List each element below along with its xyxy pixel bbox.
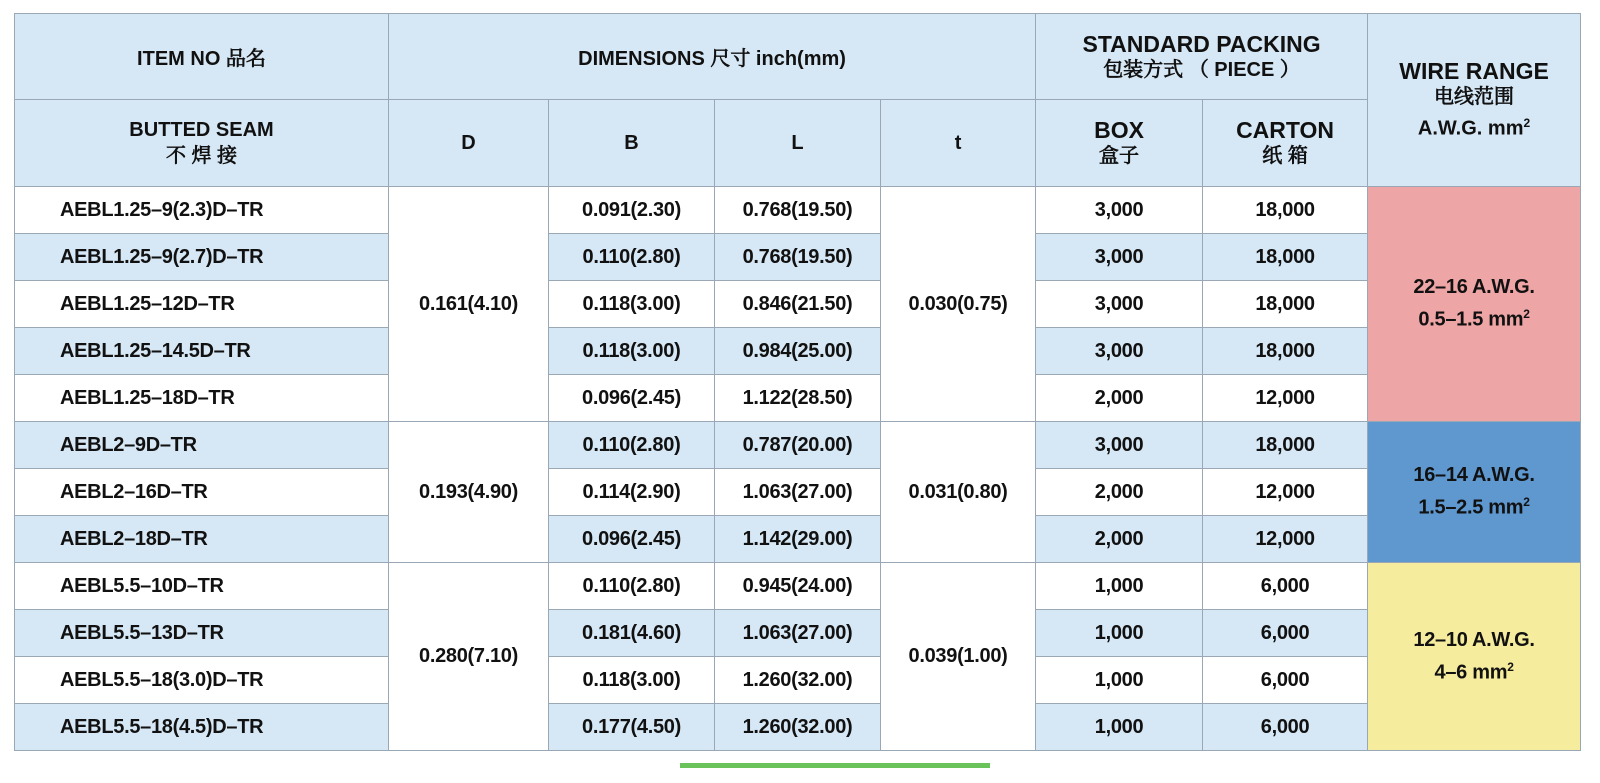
l-dimension-cell: 0.984(25.00) <box>715 328 881 375</box>
item-no-cell: AEBL2–9D–TR <box>15 422 389 469</box>
d-dimension-cell: 0.193(4.90) <box>389 422 549 563</box>
box-qty-cell: 1,000 <box>1036 657 1203 704</box>
item-no-cell: AEBL5.5–18(4.5)D–TR <box>15 704 389 751</box>
header-col-b: B <box>549 100 715 187</box>
header-standard-packing: STANDARD PACKING 包装方式 （ PIECE ） <box>1036 14 1368 100</box>
b-dimension-cell: 0.114(2.90) <box>549 469 715 516</box>
l-dimension-cell: 0.768(19.50) <box>715 187 881 234</box>
carton-qty-cell: 6,000 <box>1203 610 1368 657</box>
wire-range-cell <box>1368 187 1581 422</box>
wire-awg-label: 16–14 A.W.G. <box>1413 464 1535 487</box>
b-dimension-cell: 0.110(2.80) <box>549 563 715 610</box>
l-dimension-cell: 1.260(32.00) <box>715 657 881 704</box>
box-qty-cell: 1,000 <box>1036 704 1203 751</box>
header-col-t: t <box>881 100 1036 187</box>
box-qty-cell: 2,000 <box>1036 375 1203 422</box>
table-row <box>15 281 1581 328</box>
carton-qty-cell: 18,000 <box>1203 281 1368 328</box>
table-row <box>15 187 1581 234</box>
wire-mm-label: 0.5–1.5 $mm^2$ <box>1418 307 1530 331</box>
wire-awg-label: 22–16 A.W.G. <box>1413 276 1535 299</box>
item-no-cell: AEBL1.25–18D–TR <box>15 375 389 422</box>
l-dimension-cell: 0.846(21.50) <box>715 281 881 328</box>
l-dimension-cell: 0.768(19.50) <box>715 234 881 281</box>
carton-qty-cell: 18,000 <box>1203 234 1368 281</box>
spec-table <box>14 13 1581 751</box>
table-row <box>15 328 1581 375</box>
item-no-cell: AEBL5.5–18(3.0)D–TR <box>15 657 389 704</box>
t-dimension-cell: 0.039(1.00) <box>881 563 1036 751</box>
wire-range-cell <box>1368 563 1581 751</box>
table-row <box>15 704 1581 751</box>
table-row <box>15 516 1581 563</box>
d-dimension-cell: 0.161(4.10) <box>389 187 549 422</box>
b-dimension-cell: 0.110(2.80) <box>549 422 715 469</box>
box-qty-cell: 1,000 <box>1036 563 1203 610</box>
b-dimension-cell: 0.118(3.00) <box>549 328 715 375</box>
l-dimension-cell: 0.945(24.00) <box>715 563 881 610</box>
box-qty-cell: 1,000 <box>1036 610 1203 657</box>
header-row-1 <box>15 14 1581 100</box>
l-dimension-cell: 1.063(27.00) <box>715 469 881 516</box>
carton-qty-cell: 6,000 <box>1203 563 1368 610</box>
carton-qty-cell: 12,000 <box>1203 469 1368 516</box>
t-dimension-cell: 0.031(0.80) <box>881 422 1036 563</box>
carton-qty-cell: 18,000 <box>1203 328 1368 375</box>
carton-qty-cell: 18,000 <box>1203 422 1368 469</box>
wire-mm-label: 1.5–2.5 $mm^2$ <box>1418 495 1530 519</box>
b-dimension-cell: 0.091(2.30) <box>549 187 715 234</box>
l-dimension-cell: 0.787(20.00) <box>715 422 881 469</box>
item-no-cell: AEBL1.25–12D–TR <box>15 281 389 328</box>
table-row <box>15 422 1581 469</box>
header-carton: CARTON 纸 箱 <box>1203 100 1368 187</box>
d-dimension-cell: 0.280(7.10) <box>389 563 549 751</box>
box-qty-cell: 3,000 <box>1036 187 1203 234</box>
carton-qty-cell: 12,000 <box>1203 516 1368 563</box>
table-row <box>15 657 1581 704</box>
box-qty-cell: 3,000 <box>1036 422 1203 469</box>
b-dimension-cell: 0.118(3.00) <box>549 281 715 328</box>
table-row <box>15 563 1581 610</box>
b-dimension-cell: 0.110(2.80) <box>549 234 715 281</box>
b-dimension-cell: 0.177(4.50) <box>549 704 715 751</box>
t-dimension-cell: 0.030(0.75) <box>881 187 1036 422</box>
box-qty-cell: 2,000 <box>1036 469 1203 516</box>
header-butted-seam: BUTTED SEAM 不 焊 接 <box>15 100 389 187</box>
item-no-cell: AEBL2–18D–TR <box>15 516 389 563</box>
item-no-cell: AEBL5.5–13D–TR <box>15 610 389 657</box>
carton-qty-cell: 18,000 <box>1203 187 1368 234</box>
header-wire-range: WIRE RANGE 电线范围 A.W.G. $mm^2$ <box>1368 14 1581 187</box>
b-dimension-cell: 0.181(4.60) <box>549 610 715 657</box>
header-col-d: D <box>389 100 549 187</box>
b-dimension-cell: 0.096(2.45) <box>549 375 715 422</box>
table-row <box>15 234 1581 281</box>
item-no-cell: AEBL1.25–9(2.3)D–TR <box>15 187 389 234</box>
l-dimension-cell: 1.142(29.00) <box>715 516 881 563</box>
b-dimension-cell: 0.118(3.00) <box>549 657 715 704</box>
box-qty-cell: 3,000 <box>1036 281 1203 328</box>
l-dimension-cell: 1.260(32.00) <box>715 704 881 751</box>
item-no-cell: AEBL2–16D–TR <box>15 469 389 516</box>
item-no-cell: AEBL1.25–14.5D–TR <box>15 328 389 375</box>
b-dimension-cell: 0.096(2.45) <box>549 516 715 563</box>
header-row-2 <box>15 100 1581 187</box>
l-dimension-cell: 1.122(28.50) <box>715 375 881 422</box>
wire-mm-label: 4–6 $mm^2$ <box>1434 659 1514 684</box>
carton-qty-cell: 6,000 <box>1203 704 1368 751</box>
header-dimensions: DIMENSIONS 尺寸 inch(mm) <box>389 14 1036 100</box>
box-qty-cell: 3,000 <box>1036 328 1203 375</box>
table-row <box>15 375 1581 422</box>
item-no-cell: AEBL1.25–9(2.7)D–TR <box>15 234 389 281</box>
item-no-cell: AEBL5.5–10D–TR <box>15 563 389 610</box>
box-qty-cell: 3,000 <box>1036 234 1203 281</box>
box-qty-cell: 2,000 <box>1036 516 1203 563</box>
carton-qty-cell: 12,000 <box>1203 375 1368 422</box>
l-dimension-cell: 1.063(27.00) <box>715 610 881 657</box>
table-row <box>15 469 1581 516</box>
green-accent-bar <box>680 763 990 768</box>
wire-range-cell <box>1368 422 1581 563</box>
wire-awg-label: 12–10 A.W.G. <box>1413 628 1535 651</box>
header-box: BOX 盒子 <box>1036 100 1203 187</box>
carton-qty-cell: 6,000 <box>1203 657 1368 704</box>
table-row <box>15 610 1581 657</box>
header-col-l: L <box>715 100 881 187</box>
header-item-no: ITEM NO 品名 <box>15 14 389 100</box>
